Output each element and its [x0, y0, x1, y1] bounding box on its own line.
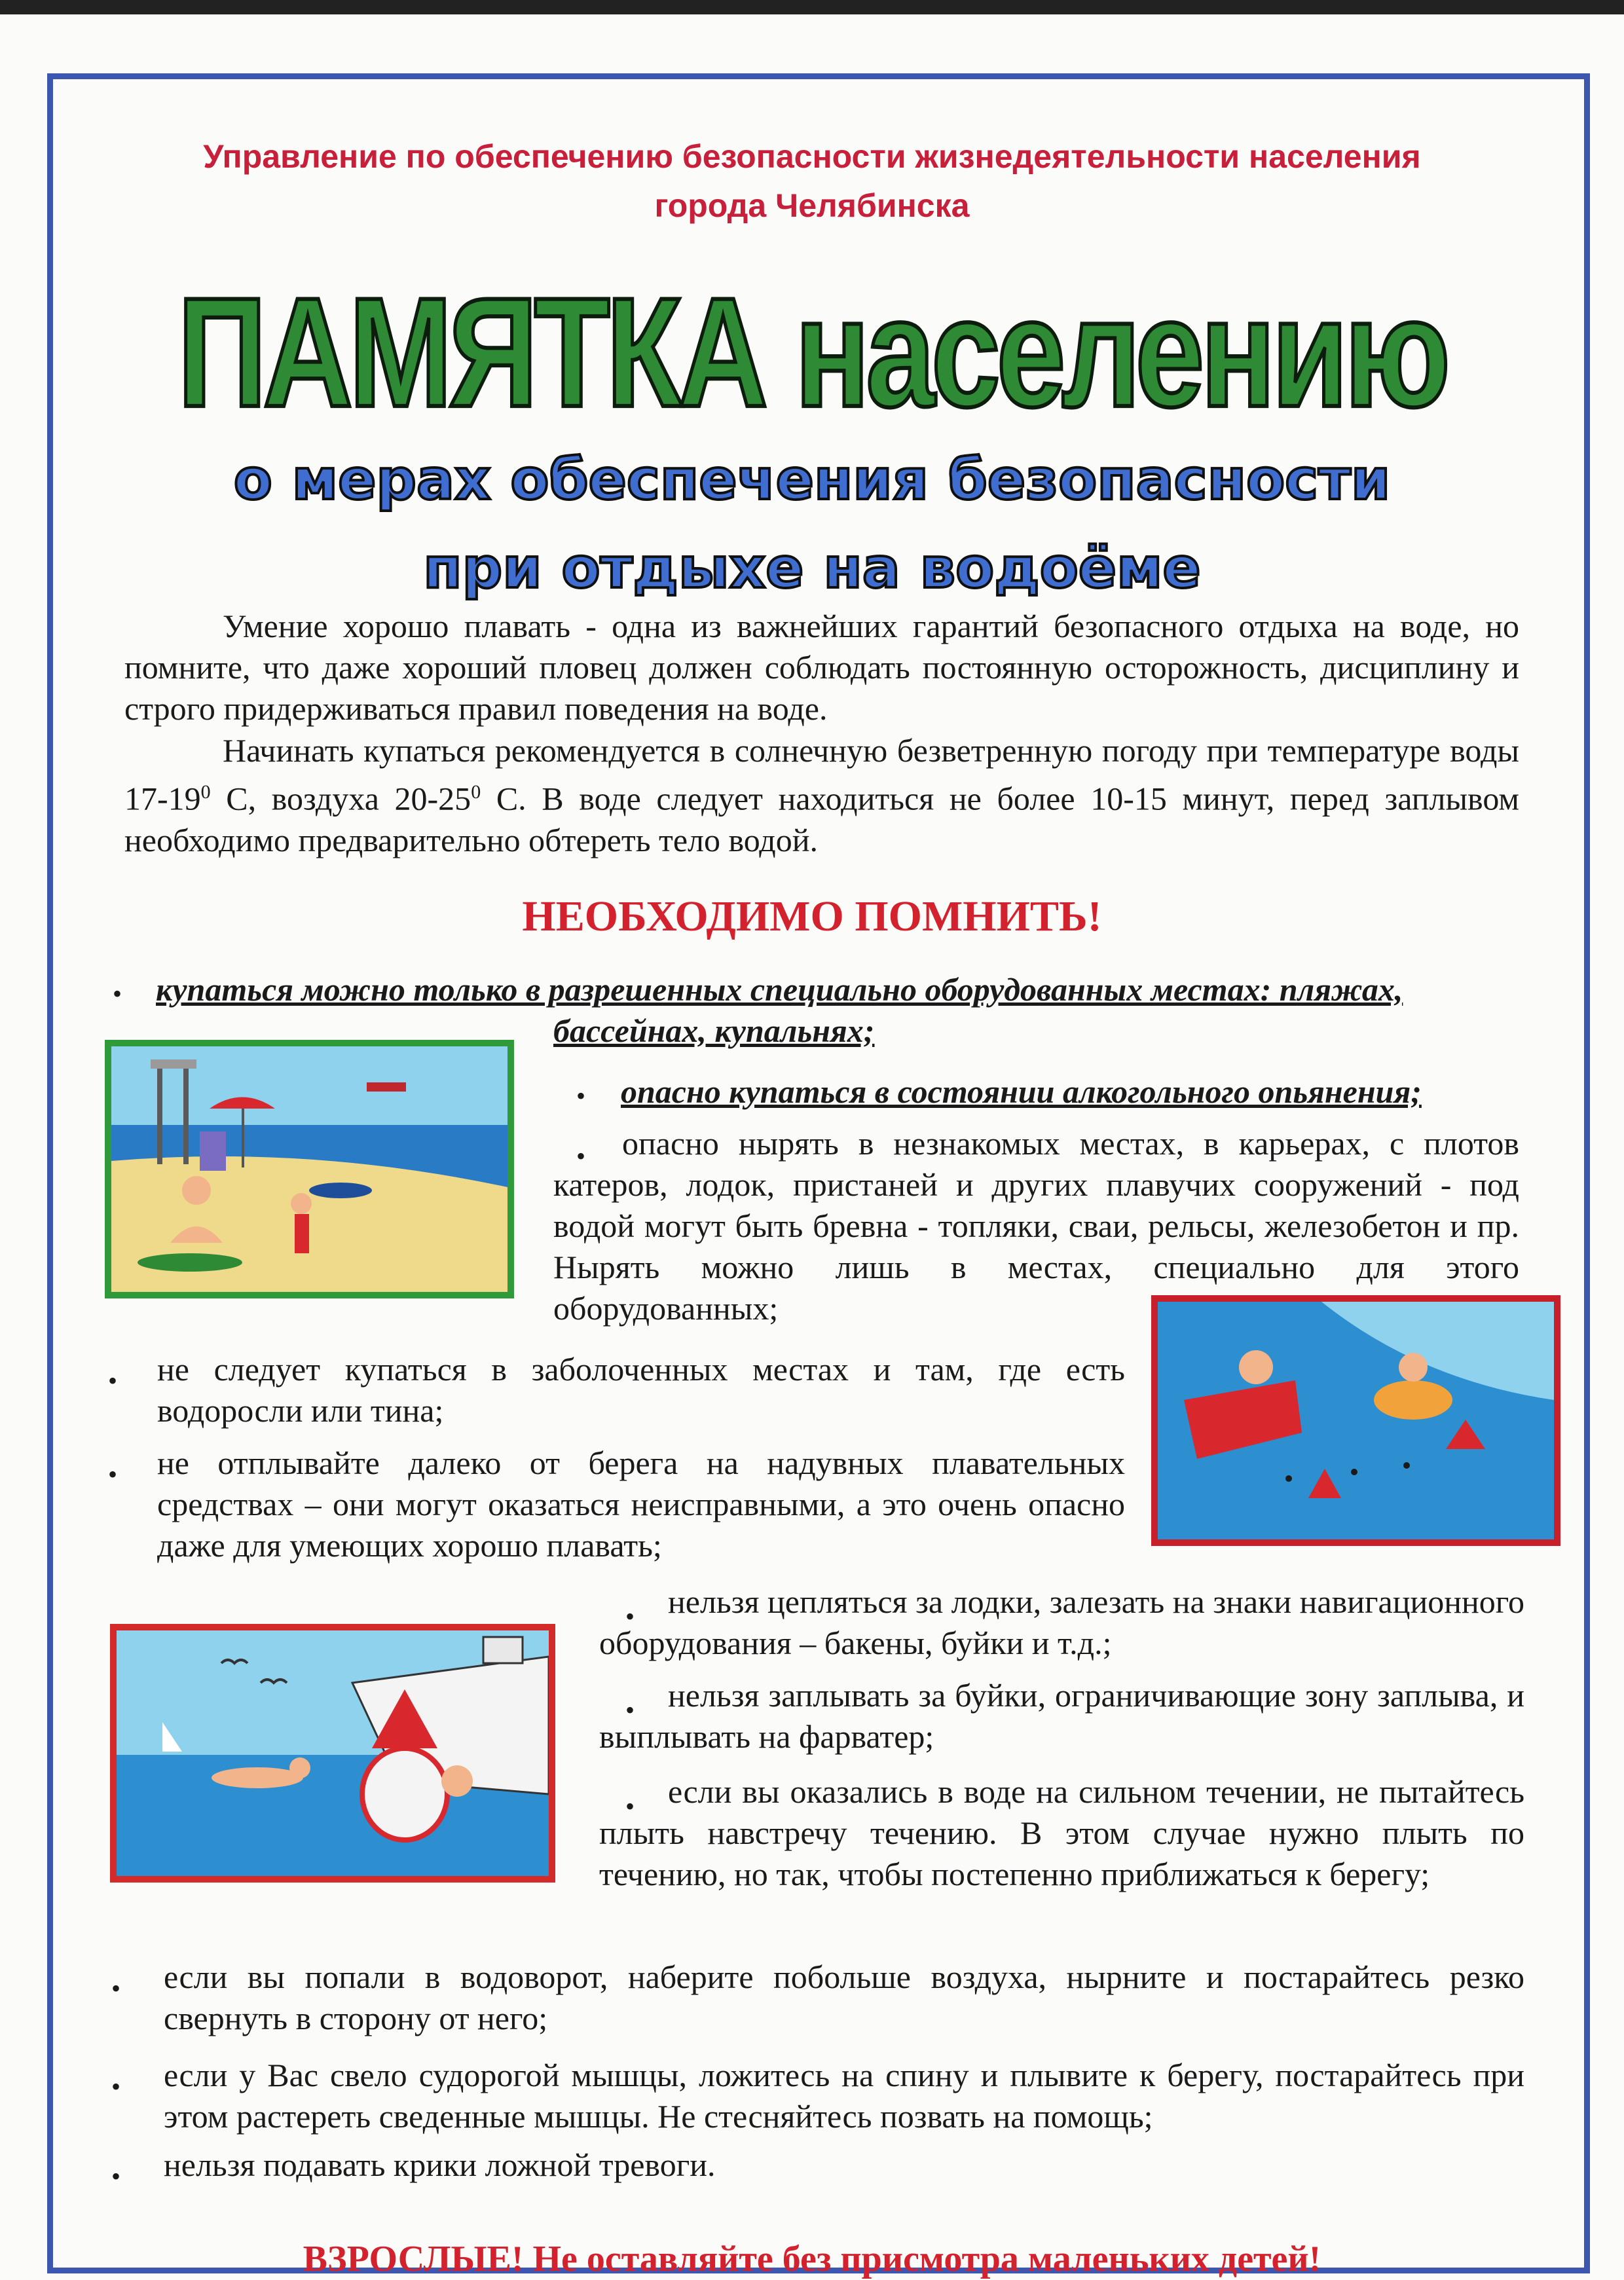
footer-warning: ВЗРОСЛЫЕ! Не оставляйте без присмотра маленьких детей! [303, 2239, 1321, 2279]
intro-paragraph-1: Умение хорошо плавать - одна из важнейших гарантий безопасного отдыха на воде, но помните, что даже хороший пловец должен соблюдать постоянную осторожность, дисциплину и строго придерживаться правил поведения на воде. [124, 608, 1519, 727]
rule-3: опасно нырять в незнакомых местах, в карьерах, с плотов катеров, лодок, пристаней и других плавучих сооружений - под водой могут быть бревна - топляки, сваи, рельсы, железобетон и пр. Нырять можно лишь в местах, специально для этого оборудованных; [553, 1125, 1519, 1327]
scan-top-edge [0, 0, 1624, 14]
bullet: • [108, 1460, 118, 1489]
rule-6: нельзя цепляться за лодки, залезать на знаки навигационного оборудования – бакены, буйки и т.д.; [599, 1583, 1524, 1661]
subtitle-line-2: при отдыхе на водоёме [423, 536, 1201, 601]
rule-9: если вы попали в водоворот, наберите побольше воздуха, нырните и постарайтесь резко свернуть в сторону от него; [164, 1958, 1524, 2036]
page-title: ПАМЯТКА населению [177, 266, 1447, 440]
rule-7: нельзя заплывать за буйки, ограничивающие зону заплыва, и выплывать на фарватер; [599, 1677, 1524, 1755]
bullet: • [113, 979, 122, 1008]
bullet: • [111, 1974, 121, 2003]
inflatable-float-scene-icon [1158, 1302, 1554, 1539]
rule-11: нельзя подавать крики ложной тревоги. [164, 2146, 716, 2183]
bullet: • [111, 2161, 121, 2191]
rule-2: опасно купаться в состоянии алкогольного опьянения; [621, 1073, 1422, 1110]
beach-scene-picture [105, 1040, 514, 1298]
rule-5: не отплывайте далеко от берега на надувных плавательных средствах – они могут оказаться неисправными, а это очень опасно даже для умеющих хорошо плавать; [157, 1444, 1125, 1564]
bullet: • [625, 1792, 635, 1821]
ship-buoy-picture [110, 1624, 555, 1883]
intro-paragraph-2: Начинать купаться рекомендуется в солнечную безветренную погоду при температуре воды $17-19^0$ С, воздуха $20-25^0$ С. В воде следует находиться не более 10-15 минут, перед заплывом необходимо предварительно обтереть тело водой. [124, 732, 1520, 858]
rule-1-line-2: бассейнах, купальнях; [553, 1012, 875, 1049]
org-line-2: города Челябинска [654, 187, 970, 224]
rule-8: если вы оказались в воде на сильном течении, не пытайтесь плыть навстречу течению. В этом случае нужно плыть по течению, но так, чтобы постепенно приближаться к берегу; [599, 1773, 1524, 1892]
bullet: • [625, 1602, 635, 1631]
bullet: • [576, 1141, 586, 1171]
inflatable-float-picture [1151, 1295, 1560, 1546]
subtitle-line-1: о мерах обеспечения безопасности [233, 447, 1391, 513]
bullet: • [108, 1366, 118, 1395]
ship-buoy-scene-icon [117, 1630, 549, 1876]
rule-4: не следует купаться в заболоченных местах и там, где есть водоросли или тина; [157, 1351, 1125, 1429]
rule-10: если у Вас свело судорогой мышцы, ложитесь на спину и плывите к берегу, постарайтесь при этом растереть сведенные мышцы. Не стесняйтесь позвать на помощь; [164, 2057, 1524, 2135]
bullet: • [111, 2072, 121, 2101]
must-remember-heading: НЕОБХОДИМО ПОМНИТЬ! [522, 892, 1102, 940]
beach-scene-icon [111, 1046, 507, 1292]
bullet: • [576, 1081, 586, 1111]
org-line-1: Управление по обеспечению безопасности жизнедеятельности населения [203, 138, 1421, 175]
bullet: • [625, 1695, 635, 1725]
degree-superscript: 0 [200, 781, 211, 803]
rule-1-line-1: купаться можно только в разрешенных специально оборудованных местах: пляжах, [156, 971, 1403, 1008]
